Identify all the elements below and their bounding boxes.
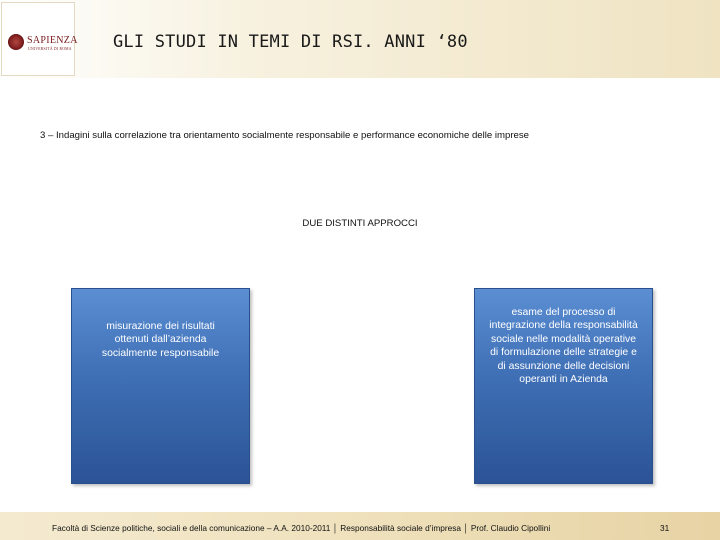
approach-box-left-text: misurazione dei risultati ottenuti dall’azienda socialmente responsabile — [101, 321, 220, 359]
approach-box-right — [474, 288, 653, 484]
seal-icon — [8, 34, 24, 50]
approaches-heading: DUE DISTINTI APPROCCI — [302, 218, 418, 229]
logo-name: SAPIENZA — [27, 35, 78, 46]
footer-text: Facoltà di Scienze politiche, sociali e della comunicazione – A.A. 2010-2011 │ Responsabilità sociale d’impresa │ Prof. Claudio Cipollini — [52, 523, 551, 533]
slide-title: GLI STUDI IN TEMI DI RSI. ANNI ‘80 — [113, 32, 468, 52]
page-number: 31 — [660, 523, 670, 533]
logo-subtitle: UNIVERSITÀ DI ROMA — [28, 47, 72, 51]
slide-subtitle: 3 – Indagini sulla correlazione tra orientamento socialmente responsabile e performance economiche delle imprese — [40, 130, 530, 141]
approach-box-right-text: esame del processo di integrazione della responsabilità sociale nelle modalità operative di formulazione delle strategie e di assunzione delle decisioni operanti in Azienda — [489, 307, 638, 386]
approach-box-left — [71, 288, 250, 484]
university-logo — [1, 2, 78, 76]
